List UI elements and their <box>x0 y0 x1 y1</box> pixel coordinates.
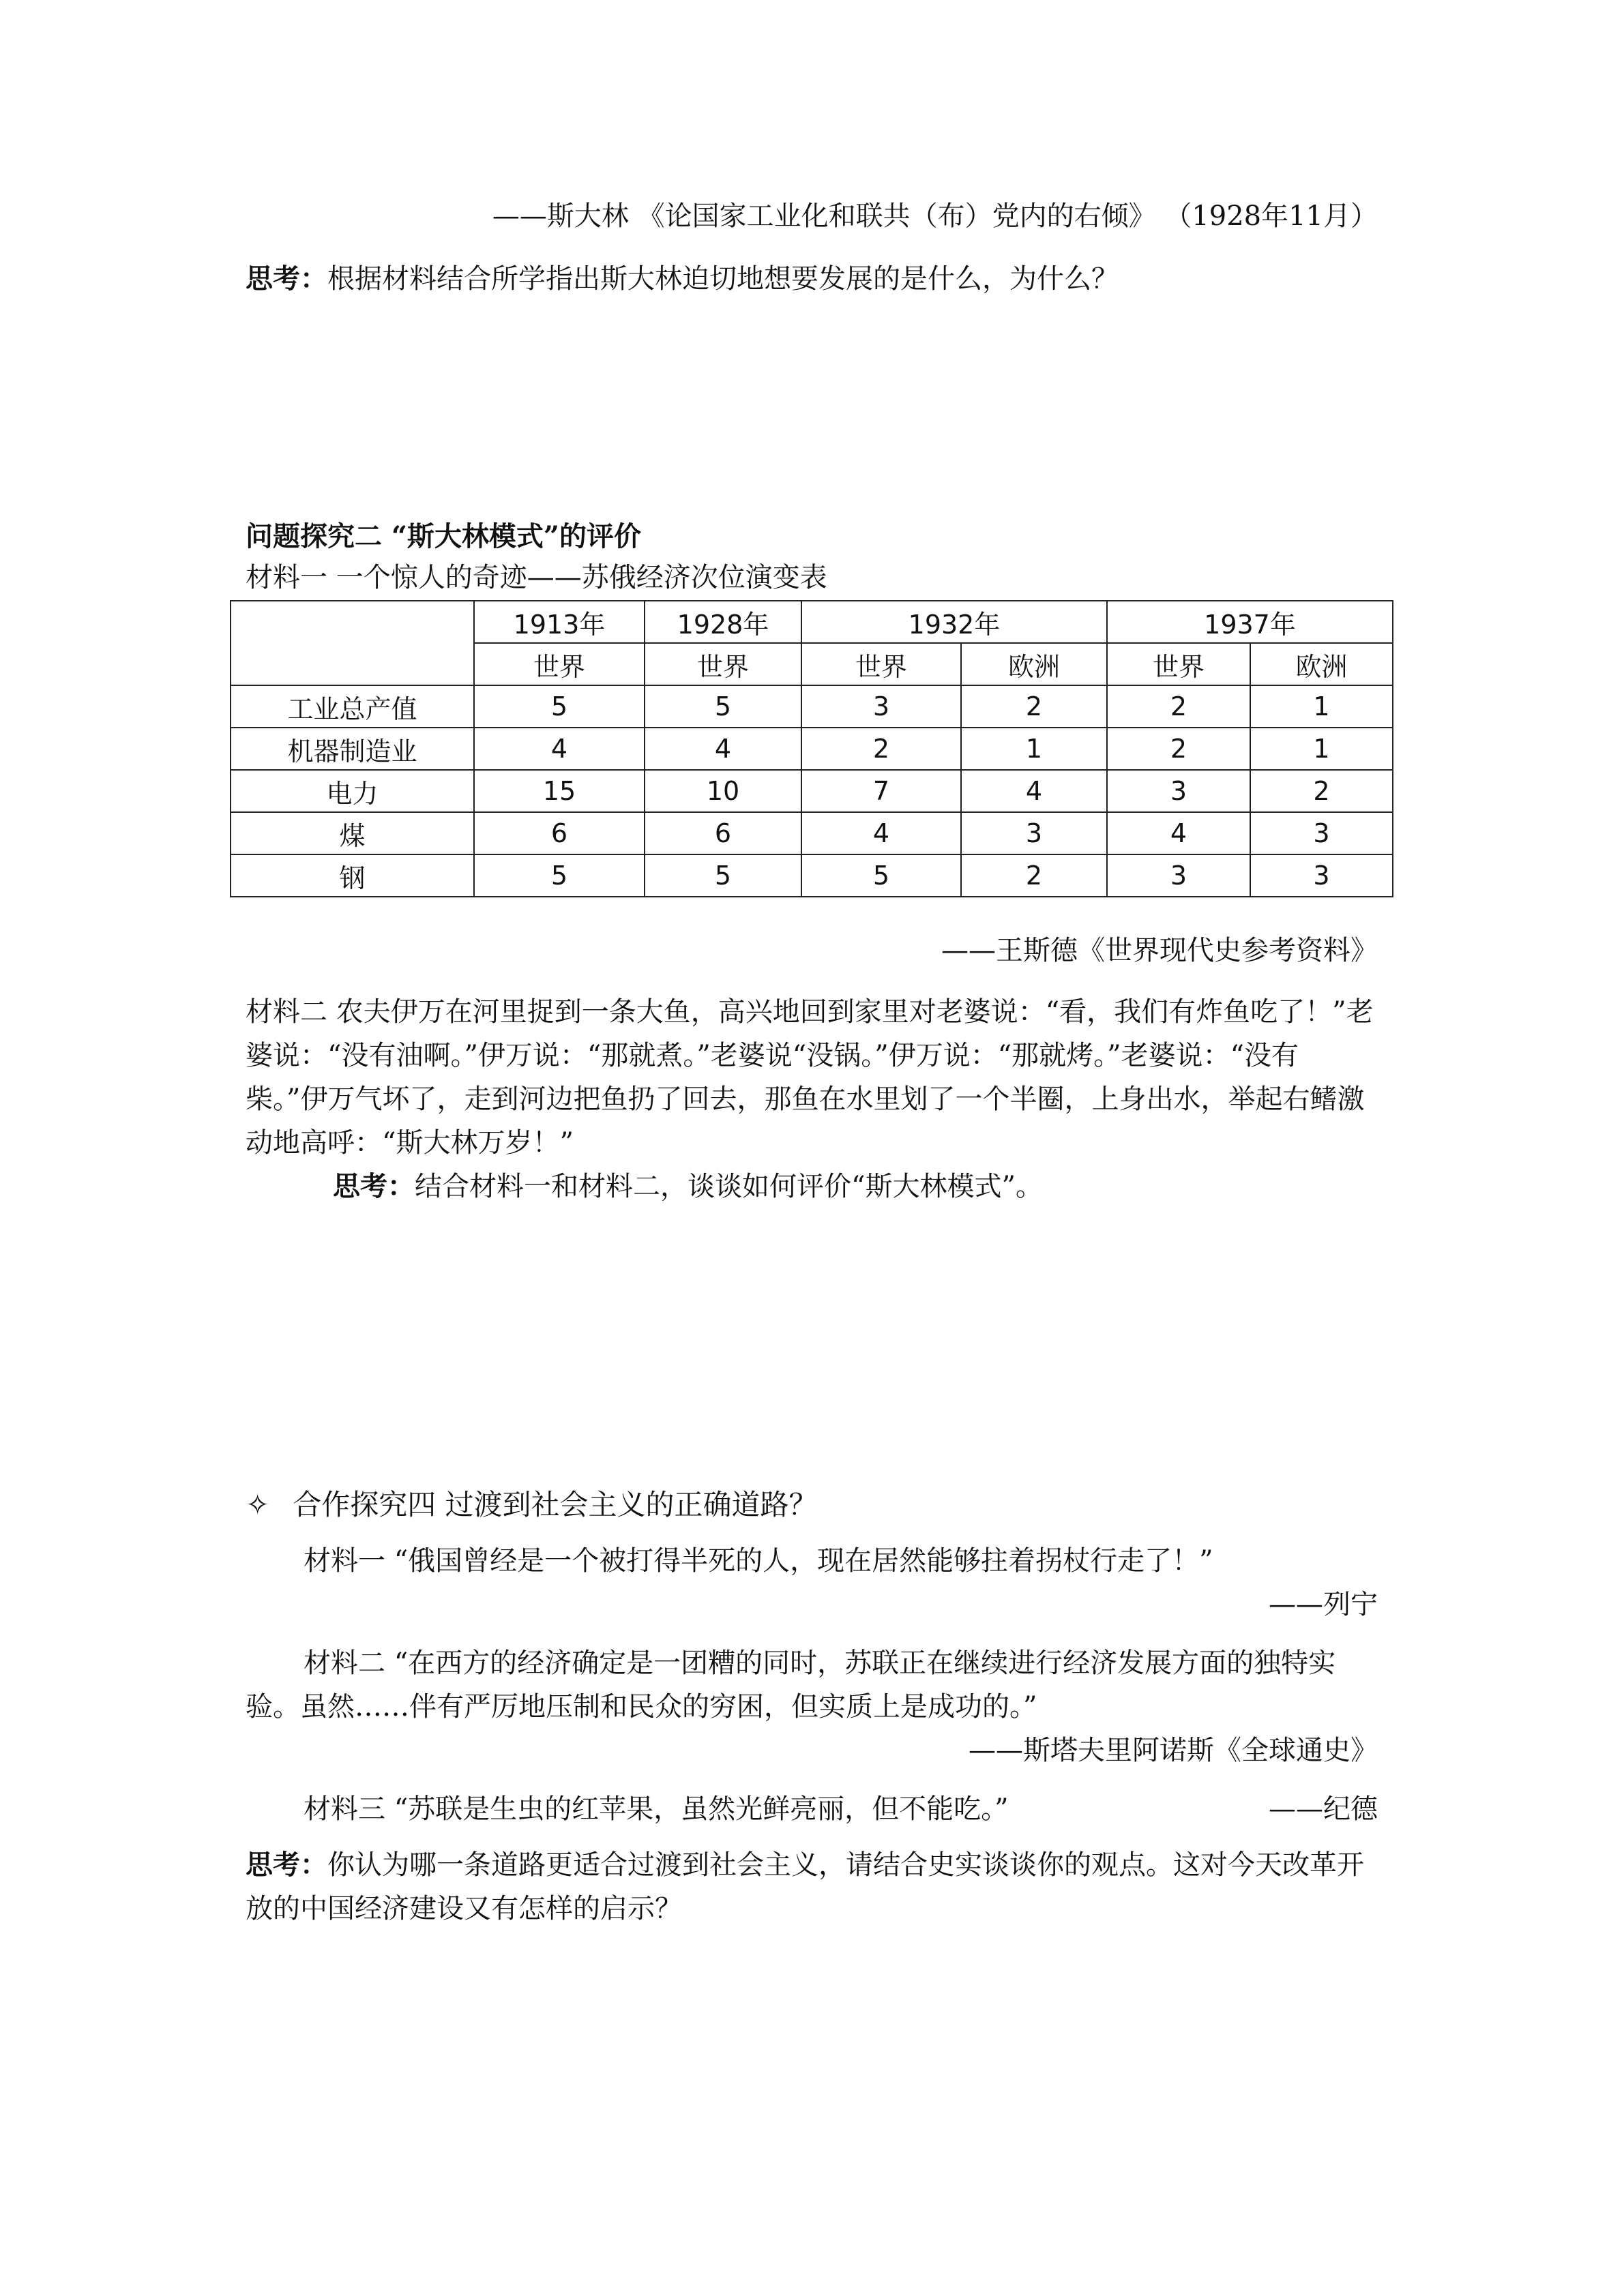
table-cell: 2 <box>801 728 961 770</box>
year-cell: 1913年 <box>474 601 645 643</box>
table-cell: 7 <box>801 770 961 812</box>
think-label: 思考： <box>246 263 327 295</box>
table-corner-cell <box>231 601 474 685</box>
table-cell: 2 <box>1250 770 1393 812</box>
table-cell: 10 <box>645 770 801 812</box>
year-cell: 1937年 <box>1107 601 1393 643</box>
sub-header-cell: 世界 <box>801 643 961 685</box>
table-cell: 5 <box>474 685 645 728</box>
section4-material2-source: ——斯塔夫里阿诺斯《全球通史》 <box>969 1735 1378 1766</box>
table-cell: 3 <box>801 685 961 728</box>
table-row <box>231 812 1393 854</box>
think-question-1 <box>246 257 1378 301</box>
section2-heading: 问题探究二 “斯大林模式”的评价 <box>246 520 641 552</box>
table-cell: 4 <box>1107 812 1250 854</box>
table-cell: 5 <box>801 854 961 897</box>
table-cell: 4 <box>645 728 801 770</box>
table-cell: 3 <box>961 812 1107 854</box>
section4-heading-text: 合作探究四 过渡到社会主义的正确道路？ <box>293 1488 818 1521</box>
stalin-citation: ——斯大林 《论国家工业化和联共（布）党内的右倾》 （1928年11月） <box>492 200 1378 232</box>
row-label: 机器制造业 <box>231 728 474 770</box>
row-label: 工业总产值 <box>231 685 474 728</box>
sub-header-cell: 世界 <box>474 643 645 685</box>
table-row <box>231 728 1393 770</box>
material2-paragraph: 材料二 农夫伊万在河里捉到一条大鱼，高兴地回到家里对老婆说：“看，我们有炸鱼吃了！”老婆说：“没有油啊。”伊万说：“那就煮。”老婆说“没锅。”伊万说：“那就烤。”老婆说：“没有柴。”伊万气坏了，走到河边把鱼扔了回去，那鱼在水里划了一个半圈，上身出水，举起右鳍激动地高呼：“斯大林万岁！” <box>246 996 1374 1159</box>
think-text: 结合材料一和材料二，谈谈如何评价“斯大林模式”。 <box>415 1171 1043 1202</box>
section4-material3-source: ——纪德 <box>1269 1793 1378 1825</box>
section4-material1-source: ——列宁 <box>1269 1589 1378 1620</box>
section4-material3-row <box>246 1787 1378 1831</box>
sub-header-cell: 欧洲 <box>961 643 1107 685</box>
table-cell: 2 <box>961 854 1107 897</box>
table-cell: 4 <box>474 728 645 770</box>
sub-header-cell: 世界 <box>645 643 801 685</box>
year-cell: 1928年 <box>645 601 801 643</box>
think-label: 思考： <box>333 1170 415 1202</box>
think-question-4 <box>246 1843 1378 1930</box>
table-cell: 1 <box>1250 685 1393 728</box>
table-cell: 1 <box>1250 728 1393 770</box>
row-label: 煤 <box>231 812 474 854</box>
table-cell: 3 <box>1250 854 1393 897</box>
section4-material2: 材料二 “在西方的经济确定是一团糟的同时，苏联正在继续进行经济发展方面的独特实验。虽然……伴有严厉地压制和民众的穷困，但实质上是成功的。” <box>246 1648 1336 1723</box>
table-cell: 5 <box>645 854 801 897</box>
table-row <box>231 770 1393 812</box>
table-cell: 4 <box>961 770 1107 812</box>
top-block <box>246 194 1378 301</box>
section4-heading <box>246 1483 1378 1527</box>
think-label: 思考： <box>246 1849 327 1881</box>
table-year-row <box>231 601 1393 643</box>
section2-heading-block <box>246 515 1378 599</box>
table-cell: 2 <box>1107 728 1250 770</box>
table-cell: 2 <box>961 685 1107 728</box>
section4-material3: 材料三 “苏联是生虫的红苹果，虽然光鲜亮丽，但不能吃。” <box>304 1793 1009 1825</box>
table-cell: 6 <box>474 812 645 854</box>
table-cell: 1 <box>961 728 1107 770</box>
think-question-2 <box>246 1165 1378 1208</box>
table-cell: 6 <box>645 812 801 854</box>
section4-material1: 材料一 “俄国曾经是一个被打得半死的人，现在居然能够拄着拐杖行走了！” <box>304 1545 1213 1577</box>
table-cell: 2 <box>1107 685 1250 728</box>
think-text: 你认为哪一条道路更适合过渡到社会主义，请结合史实谈谈你的观点。这对今天改革开放的中国经济建设又有怎样的启示？ <box>246 1849 1364 1924</box>
think-text: 根据材料结合所学指出斯大林迫切地想要发展的是什么，为什么？ <box>327 263 1119 295</box>
table-row <box>231 685 1393 728</box>
table-cell: 3 <box>1250 812 1393 854</box>
table-cell: 4 <box>801 812 961 854</box>
year-cell: 1932年 <box>801 601 1107 643</box>
sub-header-cell: 欧洲 <box>1250 643 1393 685</box>
table-row <box>231 854 1393 897</box>
diamond-bullet-icon: ✧ <box>246 1488 270 1521</box>
row-label: 钢 <box>231 854 474 897</box>
material1-title: 材料一 一个惊人的奇迹——苏俄经济次位演变表 <box>246 562 827 593</box>
table-cell: 15 <box>474 770 645 812</box>
table-cell: 3 <box>1107 770 1250 812</box>
table-cell: 3 <box>1107 854 1250 897</box>
table-cell: 5 <box>474 854 645 897</box>
row-label: 电力 <box>231 770 474 812</box>
table-source: ——王斯德《世界现代史参考资料》 <box>941 935 1378 966</box>
section4-block <box>246 1483 1378 1930</box>
table-cell: 5 <box>645 685 801 728</box>
sub-header-cell: 世界 <box>1107 643 1250 685</box>
economy-rank-table <box>230 600 1393 897</box>
section2-body <box>246 929 1378 1208</box>
